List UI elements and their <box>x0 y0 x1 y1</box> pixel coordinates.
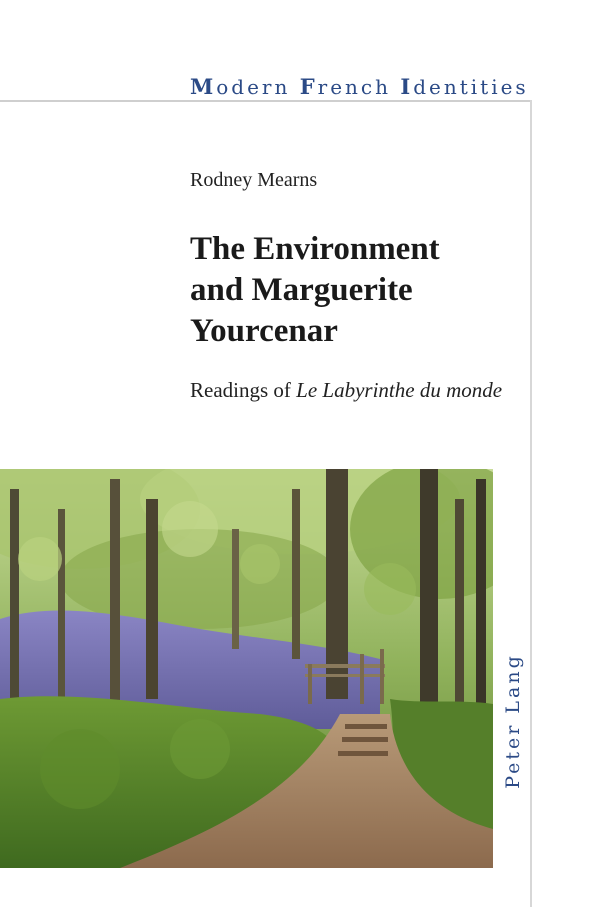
spine-divider <box>530 100 532 907</box>
author-name: Rodney Mearns <box>190 169 318 191</box>
series-title <box>190 74 529 99</box>
book-subtitle <box>190 378 502 403</box>
publisher-imprint <box>496 646 530 796</box>
series-initial-1: M <box>190 74 217 99</box>
publisher-name: Peter Lang <box>502 653 524 789</box>
series-initial-3: I <box>400 74 414 99</box>
series-divider <box>0 100 532 102</box>
subtitle-work-title: Le Labyrinthe du monde <box>296 378 503 402</box>
series-word-2: rench <box>317 75 401 99</box>
series-word-1: odern <box>216 75 300 99</box>
subtitle-prefix: Readings of <box>190 378 297 402</box>
title-line: Yourcenar <box>190 313 338 349</box>
series-initial-2: F <box>299 74 318 99</box>
title-line: and Marguerite <box>190 272 413 308</box>
title-line: The Environment <box>190 231 440 267</box>
book-title <box>190 229 520 352</box>
series-word-3: dentities <box>413 75 529 99</box>
cover-photograph <box>0 469 493 868</box>
